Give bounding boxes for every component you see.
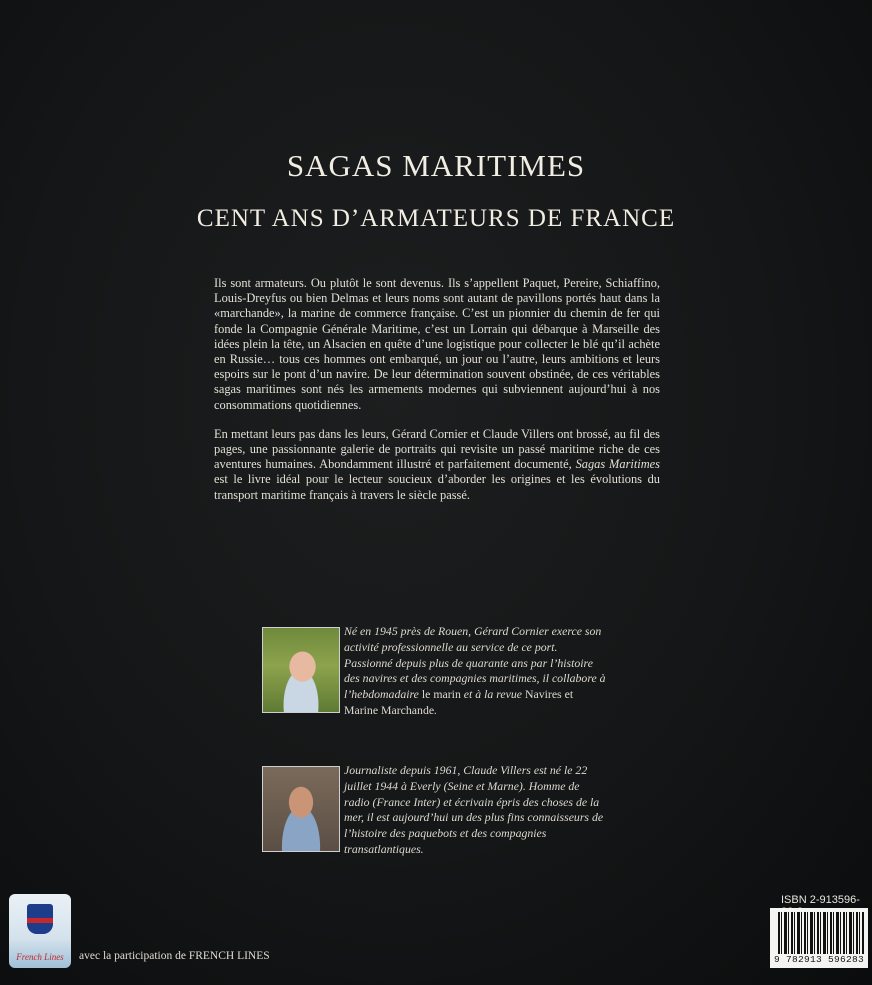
logo-lettering: French Lines — [16, 952, 64, 962]
author-bio-text-cornier — [344, 624, 606, 719]
bio-publication-name: Navires et Marine Marchande — [344, 687, 574, 717]
author-bio-text-villers: Journaliste depuis 1961, Claude Villers est né le 22 juillet 1944 à Everly (Seine et Marne). Homme de radio (France Inter) et écrivain épris des choses de la mer, il est aujourd’hui un des plus fins connaisseurs de l’histoire des paquebots et des compagnies transatlantiques. — [344, 763, 604, 856]
barcode — [770, 908, 868, 968]
blurb-book-name: Sagas Maritimes — [575, 457, 660, 472]
french-lines-logo — [9, 894, 71, 968]
isbn: ISBN 2-913596- — [781, 894, 860, 906]
blurb-paragraph-2-start: En mettant leurs pas dans les leurs, Gérard Cornier et Claude Villers ont brossé, au fil des pages, une passionnante galerie de portraits qui revisite un passé maritime riche de ces aventures humaines. Abondamment illustré et parfaitement documenté, — [214, 426, 660, 472]
bio-text-part: Né en 1945 près de Rouen, Gérard Cornier exerce son activité professionnelle au service de ce port. Passionné depuis plus de quarante ans par l’histoire des navires et des compagnies maritimes, il collabore à l’hebdomadaire — [344, 624, 606, 702]
blurb-paragraph-2 — [214, 427, 660, 503]
blurb — [214, 276, 660, 517]
logo-stripe — [27, 918, 53, 923]
participation-credit: avec la participation de FRENCH LINES — [79, 950, 270, 962]
book-title: SAGAS MARITIMES — [286, 148, 586, 183]
blurb-paragraph-2-end: est le livre idéal pour le lecteur soucieux d’aborder les origines et les évolutions du transport maritime français à travers le siècle passé. — [214, 472, 660, 502]
barcode-digits: 9 782913 596283 — [773, 954, 864, 965]
book-subtitle: CENT ANS D’ARMATEURS DE FRANCE — [196, 205, 676, 232]
bio-text-part: et à la revue — [460, 687, 525, 702]
bio-publication-name: le marin — [421, 687, 461, 702]
author-photo-villers — [262, 766, 340, 852]
author-photo-cornier — [262, 627, 340, 713]
barcode-bars — [778, 912, 864, 954]
bio-text-part: . — [434, 702, 438, 717]
blurb-paragraph-1: Ils sont armateurs. Ou plutôt le sont devenus. Ils s’appellent Paquet, Pereire, Schiaffino, Louis-Dreyfus ou bien Delmas et leurs noms sont autant de pavillons portés haut dans la «marchande», la marine de commerce française. C’est un pionnier du chemin de fer qui fonde la Compagnie Générale Maritime, c’est un Lorrain qui débarque à Marseille des idées plein la tête, un Alsacien en quête d’une logistique pour collecter le blé qu’il achète en Russie… tous ces hommes ont embarqué, un jour ou l’autre, leurs ambitions et leurs espoirs sur le pont d’un navire. De leur détermination souvent obstinée, de ces véritables sagas maritimes sont nés les armements modernes qui subviennent aujourd’hui à nos consommations quotidiennes. — [214, 276, 660, 412]
